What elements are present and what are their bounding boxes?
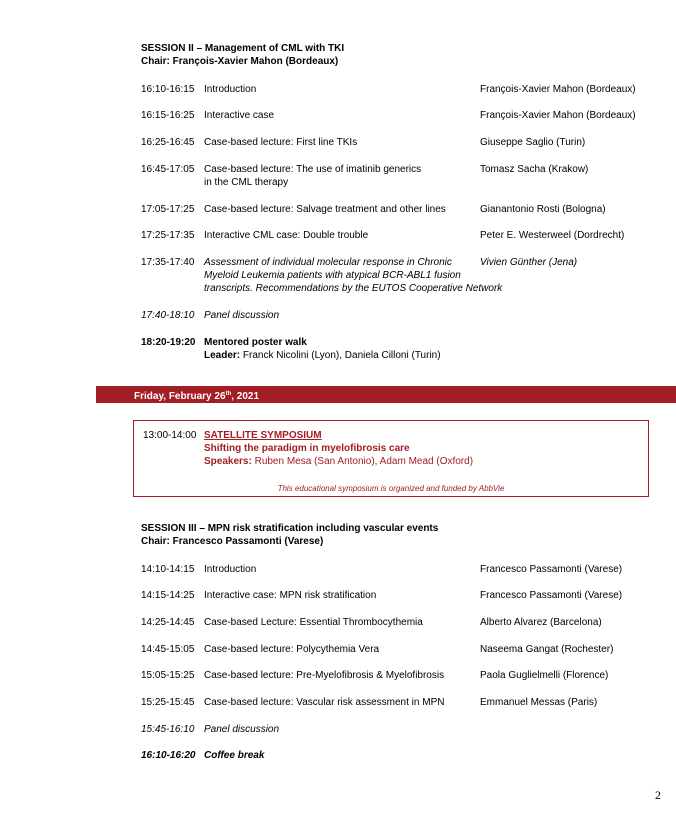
satellite-speakers [204, 456, 473, 467]
day-date: Friday, February 26 [134, 391, 226, 402]
satellite-box [133, 420, 649, 497]
row-speaker: François-Xavier Mahon (Bordeaux) [480, 110, 636, 121]
session-chair: Chair: Francesco Passamonti (Varese) [141, 536, 324, 547]
row-time: 16:10-16:15 [141, 84, 195, 95]
row-title: Interactive case: MPN risk stratification [204, 590, 377, 601]
row-title: Case-based lecture: First line TKIs [204, 137, 358, 148]
satellite-label: SATELLITE SYMPOSIUM [204, 430, 322, 441]
row-time: 16:25-16:45 [141, 137, 195, 148]
row-time: 16:10-16:20 [141, 750, 196, 761]
satellite-note: This educational symposium is organized and funded by AbbVie [277, 484, 505, 493]
row-time: 14:25-14:45 [141, 617, 195, 628]
row-speaker: Paola Guglielmelli (Florence) [480, 670, 609, 681]
row-time: 15:25-15:45 [141, 697, 195, 708]
day-year: , 2021 [231, 391, 260, 402]
row-time: 15:05-15:25 [141, 670, 195, 681]
speakers-names: Ruben Mesa (San Antonio), Adam Mead (Oxford) [251, 456, 474, 467]
row-title: Case-based lecture: The use of imatinib generics [204, 164, 422, 175]
row-time: 17:40-18:10 [141, 310, 195, 321]
row-title-line2: in the CML therapy [204, 177, 289, 188]
day-banner [96, 386, 676, 403]
speakers-label: Speakers: [204, 456, 252, 467]
row-speaker: Vivien Günther (Jena) [480, 257, 578, 268]
row-title: Interactive CML case: Double trouble [204, 230, 369, 241]
row-title: Case-based Lecture: Essential Thrombocythemia [204, 617, 423, 628]
row-title: Case-based lecture: Pre-Myelofibrosis & Myelofibrosis [204, 670, 445, 681]
row-title: Interactive case [204, 110, 275, 121]
row-title: Case-based lecture: Vascular risk assessment in MPN [204, 697, 445, 708]
row-title-line3: transcripts. Recommendations by the EUTOS Cooperative Network [204, 283, 503, 294]
row-time: 16:45-17:05 [141, 164, 195, 175]
session-title: SESSION III – MPN risk stratification including vascular events [141, 523, 439, 534]
session-chair: Chair: François-Xavier Mahon (Bordeaux) [141, 56, 339, 67]
row-title: Assessment of individual molecular response in Chronic [204, 257, 452, 268]
row-title: Panel discussion [204, 310, 280, 321]
row-time: 14:45-15:05 [141, 644, 195, 655]
satellite-title: Shifting the paradigm in myelofibrosis care [204, 443, 410, 454]
row-speaker: Francesco Passamonti (Varese) [480, 590, 623, 601]
row-speaker: Emmanuel Messas (Paris) [480, 697, 598, 708]
leader-names: Franck Nicolini (Lyon), Daniela Cilloni (Turin) [240, 350, 441, 361]
session-title: SESSION II – Management of CML with TKI [141, 43, 345, 54]
row-title: Introduction [204, 84, 257, 95]
satellite-time: 13:00-14:00 [143, 430, 197, 441]
poster-leaders [204, 349, 544, 362]
row-title: Introduction [204, 564, 257, 575]
row-time: 17:35-17:40 [141, 257, 195, 268]
day-suffix: th [225, 391, 232, 397]
row-title: Case-based lecture: Polycythemia Vera [204, 644, 380, 655]
row-title: Mentored poster walk [204, 337, 307, 348]
row-speaker: Naseema Gangat (Rochester) [480, 644, 614, 655]
row-time: 14:10-14:15 [141, 564, 195, 575]
leader-label: Leader: [204, 350, 241, 361]
page-number: 2 [655, 788, 661, 802]
row-title-line2: Myeloid Leukemia patients with atypical BCR-ABL1 fusion [204, 270, 461, 281]
row-time: 16:15-16:25 [141, 110, 195, 121]
row-time: 14:15-14:25 [141, 590, 195, 601]
row-speaker: Gianantonio Rosti (Bologna) [480, 204, 606, 215]
row-time: 17:05-17:25 [141, 204, 195, 215]
row-speaker: Francesco Passamonti (Varese) [480, 564, 623, 575]
row-title: Coffee break [204, 750, 265, 761]
row-time: 15:45-16:10 [141, 724, 195, 735]
row-speaker: Peter E. Westerweel (Dordrecht) [480, 230, 625, 241]
row-speaker: Tomasz Sacha (Krakow) [480, 164, 589, 175]
row-speaker: François-Xavier Mahon (Bordeaux) [480, 84, 636, 95]
row-speaker: Giuseppe Saglio (Turin) [480, 137, 586, 148]
row-speaker: Alberto Alvarez (Barcelona) [480, 617, 602, 628]
row-time: 18:20-19:20 [141, 337, 196, 348]
row-title: Case-based lecture: Salvage treatment and other lines [204, 204, 446, 215]
row-time: 17:25-17:35 [141, 230, 195, 241]
row-title: Panel discussion [204, 724, 280, 735]
